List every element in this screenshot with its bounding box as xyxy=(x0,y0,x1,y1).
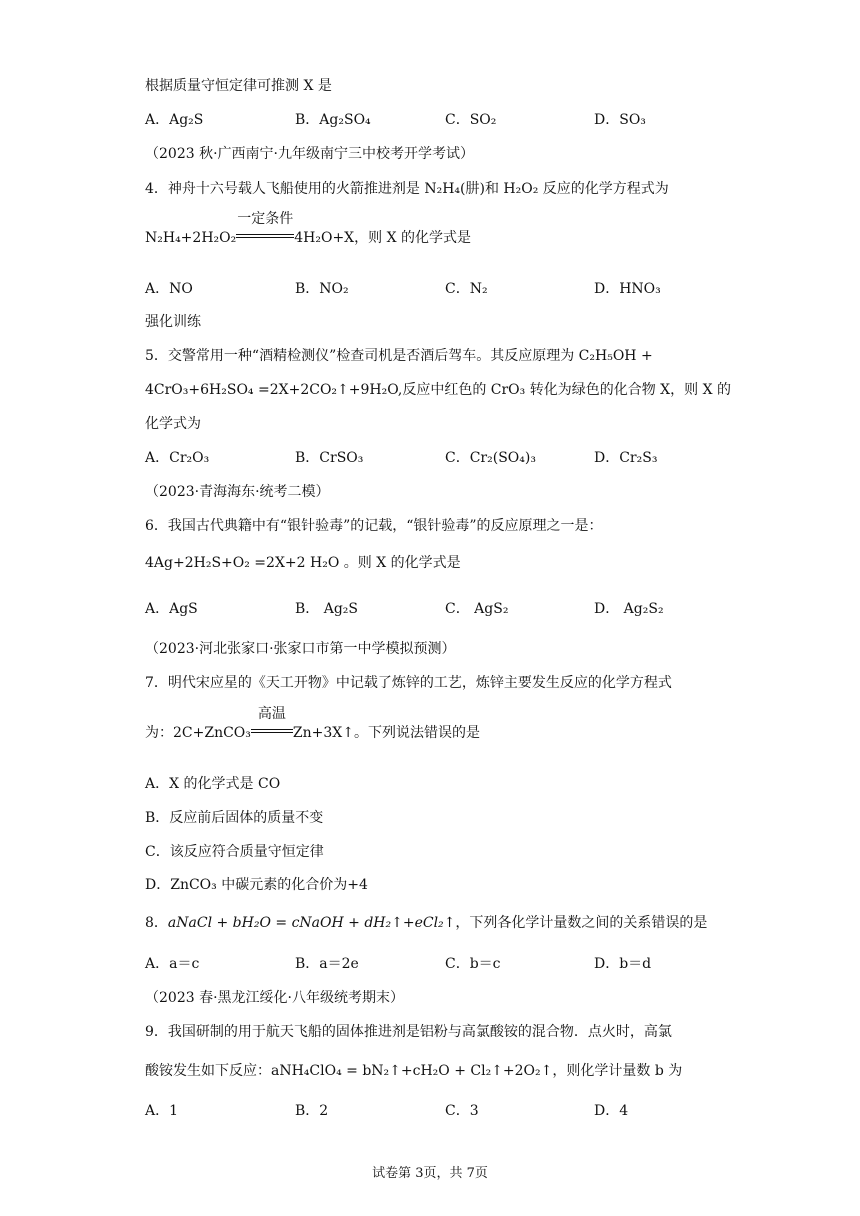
q3-option-a: A．Ag₂S xyxy=(145,112,204,128)
q4-eq-sign xyxy=(236,211,294,242)
q9-option-c: C．3 xyxy=(445,1103,479,1119)
q7-eq-left: 为：2C+ZnCO₃ xyxy=(145,725,251,741)
q3-option-d: D．SO₃ xyxy=(594,112,646,128)
source-2: （2023·青海海东·统考二模） xyxy=(145,484,330,500)
q7-line-1: 7．明代宋应星的《天工开物》中记载了炼锌的工艺，炼锌主要发生反应的化学方程式 xyxy=(145,675,672,691)
q5-line-3: 化学式为 xyxy=(145,416,201,432)
q6-option-a: A．AgS xyxy=(145,601,198,617)
page-footer: 试卷第 3页，共 7页 xyxy=(372,1166,488,1181)
q8-option-b: B．a＝2e xyxy=(295,956,359,972)
q4-equation xyxy=(145,211,472,247)
source-3: （2023·河北张家口·张家口市第一中学模拟预测） xyxy=(145,641,456,657)
q6-option-b: B． Ag₂S xyxy=(295,601,359,617)
q9-option-b: B．2 xyxy=(295,1103,329,1119)
q6-option-c: C． AgS₂ xyxy=(445,601,509,617)
q7-option-b: B．反应前后固体的质量不变 xyxy=(145,810,324,826)
source-4: （2023 春·黑龙江绥化·八年级统考期末） xyxy=(145,990,404,1006)
q8-option-d: D．b＝d xyxy=(594,956,652,972)
q7-option-d: D．ZnCO₃ 中碳元素的化合价为+4 xyxy=(145,877,368,893)
q3-option-b: B．Ag₂SO₄ xyxy=(295,112,371,128)
q7-equation xyxy=(145,706,480,742)
q8-option-c: C．b＝c xyxy=(445,956,501,972)
q6-line-2: 4Ag+2H₂S+O₂ =2X+2 H₂O 。则 X 的化学式是 xyxy=(145,555,461,571)
q8-number: 8． xyxy=(145,915,168,931)
q9-option-a: A．1 xyxy=(145,1103,179,1119)
intro-line: 根据质量守恒定律可推测 X 是 xyxy=(145,78,332,94)
q3-option-c: C．SO₂ xyxy=(445,112,497,128)
q8-line xyxy=(145,912,707,932)
q7-eq-condition: 高温 xyxy=(257,706,286,722)
q8-tail: ，下列各化学计量数之间的关系错误的是 xyxy=(455,915,708,931)
q7-eq-sign xyxy=(251,706,293,737)
q4-option-b: B．NO₂ xyxy=(295,281,349,297)
q5-option-b: B．CrSO₃ xyxy=(295,450,364,466)
q9-option-d: D．4 xyxy=(594,1103,629,1119)
q7-option-a: A．X 的化学式是 CO xyxy=(145,776,281,792)
source-1: （2023 秋·广西南宁·九年级南宁三中校考开学考试） xyxy=(145,146,474,162)
q4-option-d: D．HNO₃ xyxy=(594,281,661,297)
q5-option-c: C．Cr₂(SO₄)₃ xyxy=(445,450,536,466)
q5-option-a: A．Cr₂O₃ xyxy=(145,450,210,466)
q6-line-1: 6．我国古代典籍中有“银针验毒”的记载，“银针验毒”的反应原理之一是： xyxy=(145,518,603,534)
q4-option-a: A．NO xyxy=(145,281,193,297)
q8-equation: aNaCl + bH₂O = cNaOH + dH₂↑+eCl₂↑ xyxy=(167,915,456,931)
q4-option-c: C．N₂ xyxy=(445,281,488,297)
q4-eq-left: N₂H₄+2H₂O₂ xyxy=(145,230,237,246)
q9-line-2: 酸铵发生如下反应：aNH₄ClO₄ = bN₂↑+cH₂O + Cl₂↑+2O₂↑，则化学计量数 b 为 xyxy=(145,1063,683,1079)
q9-line-1: 9．我国研制的用于航天飞船的固体推进剂是铝粉与高氯酸铵的混合物．点火时，高氯 xyxy=(145,1024,672,1040)
q7-eq-right: Zn+3X↑。下列说法错误的是 xyxy=(292,725,480,741)
q5-option-d: D．Cr₂S₃ xyxy=(594,450,658,466)
q8-option-a: A．a＝c xyxy=(145,956,200,972)
q5-line-1: 5．交警常用一种“酒精检测仪”检查司机是否酒后驾车。其反应原理为 C₂H₅OH + xyxy=(145,348,653,364)
q6-option-d: D． Ag₂S₂ xyxy=(594,601,664,617)
q4-line-1: 4．神舟十六号载人飞船使用的火箭推进剂是 N₂H₄(肼)和 H₂O₂ 反应的化学方程式为 xyxy=(145,181,669,197)
section-label: 强化训练 xyxy=(145,314,201,330)
q7-option-c: C．该反应符合质量守恒定律 xyxy=(145,844,324,860)
q4-eq-condition: 一定条件 xyxy=(237,211,294,227)
q5-line-2: 4CrO₃+6H₂SO₄ =2X+2CO₂↑+9H₂O,反应中红色的 CrO₃ 转化为绿色的化合物 X，则 X 的 xyxy=(145,382,732,398)
q4-eq-right: 4H₂O+X，则 X 的化学式是 xyxy=(294,230,472,246)
